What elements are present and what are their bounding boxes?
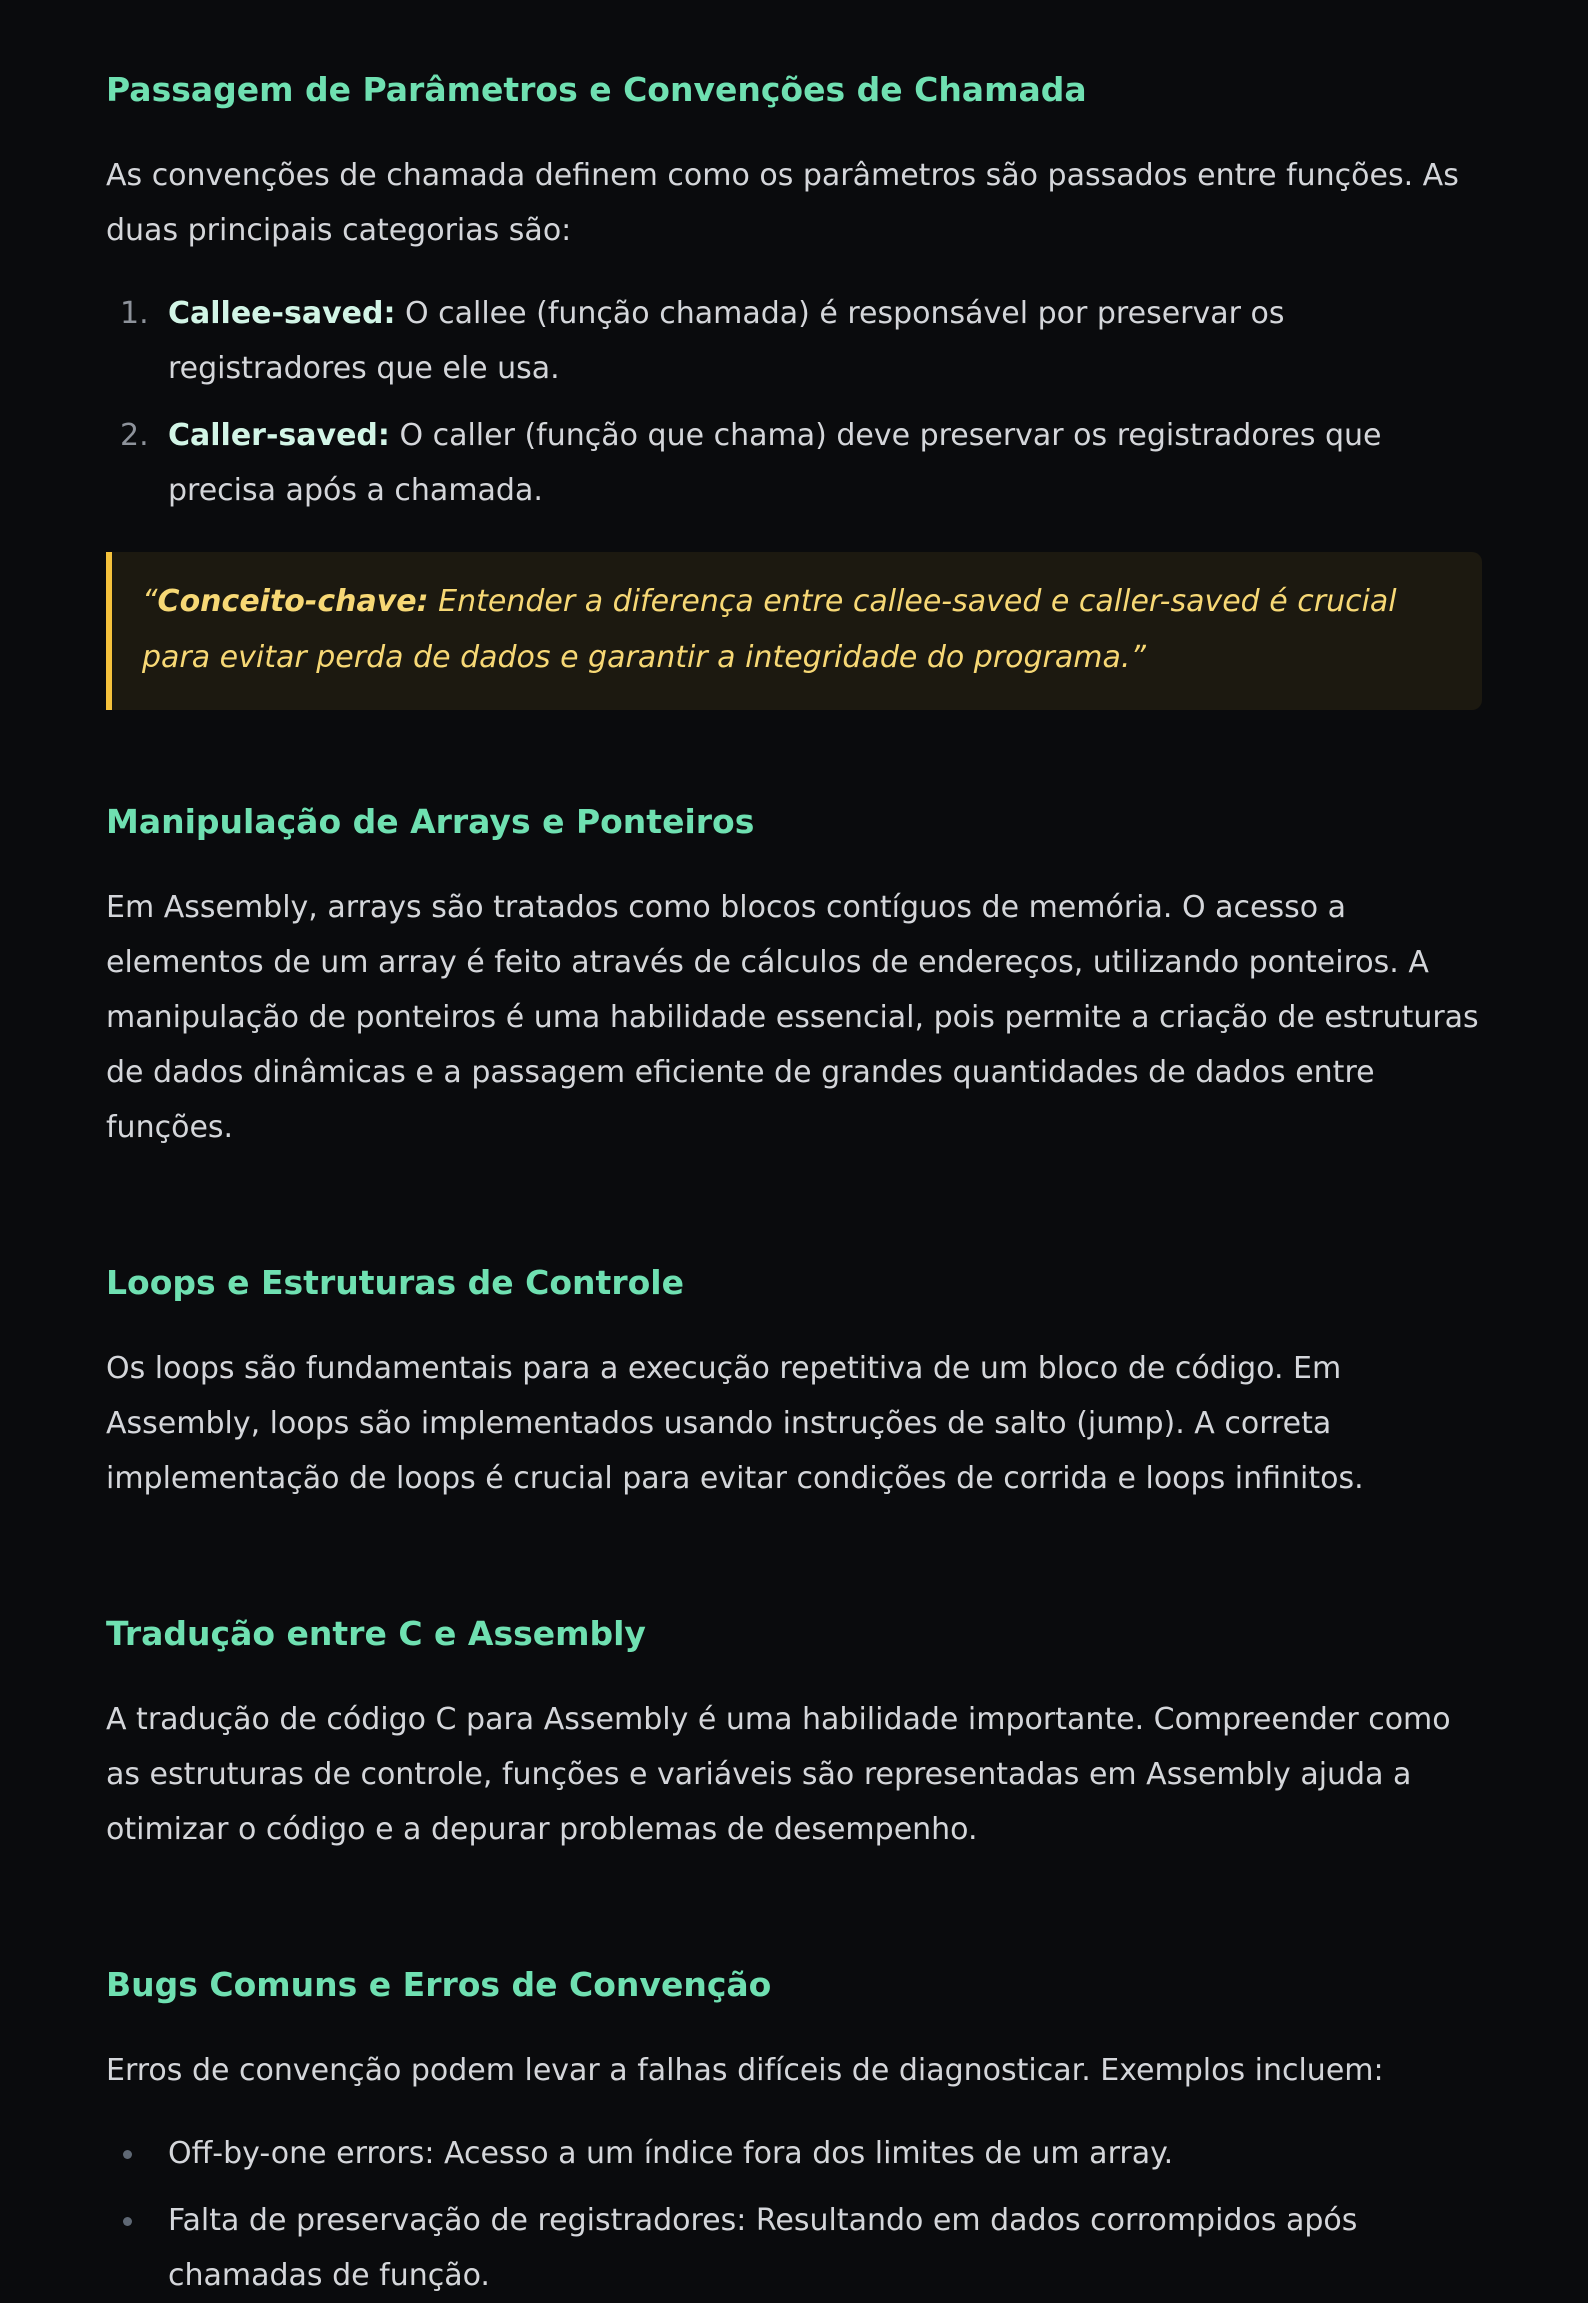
- section-body: Os loops são fundamentais para a execução repetitiva de um bloco de código. Em Assembly, loops são implementados usando instruções de salto (jump). A correta implementação de loops é crucial para evitar condições de corrida e loops infinitos.: [106, 1351, 1364, 1496]
- callout-close-quote: ”: [1130, 640, 1146, 675]
- section-intro: As convenções de chamada definem como os parâmetros são passados entre funções. As duas principais categorias são:: [106, 158, 1459, 248]
- section-c-assembly-translation: [106, 1610, 1482, 1857]
- list-item: [106, 286, 1482, 396]
- section-calling-conventions: [106, 66, 1482, 710]
- list-number: 1.: [120, 296, 149, 331]
- document-content: [106, 0, 1482, 2303]
- section-heading: Passagem de Parâmetros e Convenções de Chamada: [106, 70, 1087, 109]
- key-concept-callout: [106, 552, 1482, 710]
- bullet-list: [106, 2126, 1482, 2303]
- section-loops-control: [106, 1259, 1482, 1506]
- list-item-term: Caller-saved:: [168, 418, 390, 453]
- numbered-list: [106, 286, 1482, 518]
- callout-text: Entender a diferença entre callee-saved e caller-saved é crucial para evitar perda de dados e garantir a integridade do programa.: [142, 584, 1397, 675]
- list-item: [106, 408, 1482, 518]
- section-body: Erros de convenção podem levar a falhas difíceis de diagnosticar. Exemplos incluem:: [106, 2053, 1384, 2088]
- list-item-text: O caller (função que chama) deve preservar os registradores que precisa após a chamada.: [168, 418, 1382, 508]
- list-item-text: Off-by-one errors: Acesso a um índice fora dos limites de um array.: [168, 2136, 1174, 2171]
- section-heading: Loops e Estruturas de Controle: [106, 1263, 684, 1302]
- list-item-term: Callee-saved:: [168, 296, 396, 331]
- section-body: Em Assembly, arrays são tratados como blocos contíguos de memória. O acesso a elementos de um array é feito através de cálculos de endereços, utilizando ponteiros. A manipulação de ponteiros é uma habilidade essencial, pois permite a criação de estruturas de dados dinâmicas e a passagem eficiente de grandes quantidades de dados entre funções.: [106, 890, 1479, 1145]
- list-item: [106, 2193, 1482, 2303]
- list-item-text: O callee (função chamada) é responsável por preservar os registradores que ele usa.: [168, 296, 1285, 386]
- list-number: 2.: [120, 418, 149, 453]
- section-arrays-pointers: [106, 798, 1482, 1155]
- callout-open-quote: “: [142, 584, 158, 619]
- bullet-dot-icon: [123, 2150, 132, 2159]
- list-item: [106, 2126, 1482, 2181]
- section-body: A tradução de código C para Assembly é uma habilidade importante. Compreender como as estruturas de controle, funções e variáveis são representadas em Assembly ajuda a otimizar o código e a depurar problemas de desempenho.: [106, 1702, 1451, 1847]
- list-item-text: Falta de preservação de registradores: Resultando em dados corrompidos após chamadas de função.: [168, 2203, 1358, 2293]
- section-heading: Tradução entre C e Assembly: [106, 1614, 646, 1653]
- section-common-bugs: [106, 1961, 1482, 2303]
- section-heading: Bugs Comuns e Erros de Convenção: [106, 1965, 772, 2004]
- section-heading: Manipulação de Arrays e Ponteiros: [106, 802, 755, 841]
- callout-term: Conceito-chave:: [157, 584, 429, 619]
- bullet-dot-icon: [123, 2217, 132, 2226]
